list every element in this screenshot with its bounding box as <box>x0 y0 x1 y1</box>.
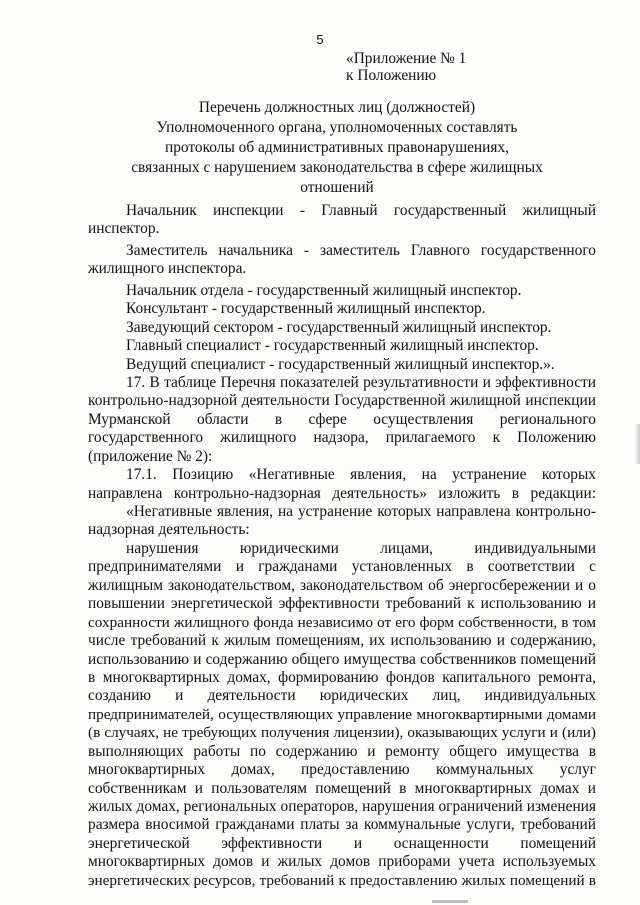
text-line: созданию и деятельности юридических лиц, индивидуальных <box>88 687 596 705</box>
text-line: «Негативные явления, на устранение которых направлена контрольно- <box>126 503 596 520</box>
text-line: собственникам и пользователям помещений в многоквартирных домах и <box>88 779 596 797</box>
text-line: государственного жилищного надзора, прилагаемого к Положению <box>88 429 596 447</box>
text-line: (приложение № 2): <box>88 447 213 465</box>
title-line: связанных с нарушением законодательства в сфере жилищных <box>131 159 543 176</box>
text-line: Мурманской области в сфере осуществления регионального <box>88 410 596 428</box>
scan-bottom-mark <box>432 900 468 903</box>
text-line: использованию и содержанию общего имущества собственников помещений <box>88 650 596 668</box>
scan-edge-mark <box>635 424 640 464</box>
text-line: выполняющих работы по содержанию и ремонту общего имущества в <box>88 742 596 760</box>
text-line: Ведущий специалист - государственный жилищный инспектор.». <box>126 355 555 373</box>
text-line: 17.1. Позицию «Негативные явления, на устранение которых <box>126 466 596 484</box>
text-line: надзорная деятельность: <box>88 521 250 539</box>
title-line: Уполномоченного органа, уполномоченных составлять <box>156 119 518 136</box>
text-line: Начальник отдела - государственный жилищный инспектор. <box>126 281 522 299</box>
text-line: контрольно-надзорной деятельности Государственной жилищной инспекции <box>88 392 596 410</box>
document-title <box>88 98 586 198</box>
title-line: отношений <box>300 179 374 196</box>
text-line: Начальник инспекции - Главный государственный жилищный <box>126 202 596 219</box>
text-line: предпринимателей, осуществляющих управление многоквартирными домами <box>88 705 596 723</box>
appendix-line: «Приложение № 1 <box>346 50 467 67</box>
text-line: многоквартирных домов и жилых домов приборами учета используемых <box>88 853 596 871</box>
text-line: жилых домах, региональных операторов, нарушения ограничений изменения <box>88 798 596 815</box>
text-line: Консультант - государственный жилищный инспектор. <box>126 300 486 318</box>
document-body <box>88 202 596 890</box>
text-line: нарушения юридическими лицами, индивидуальными <box>126 539 596 557</box>
text-line: в многоквартирных домах, формированию фондов капитального ремонта, <box>88 668 596 686</box>
title-line: Перечень должностных лиц (должностей) <box>198 99 476 116</box>
text-line: Главный специалист - государственный жилищный инспектор. <box>126 337 539 355</box>
text-line: сохранности жилищного фонда независимо от его форм собственности, в том <box>88 613 596 631</box>
text-line: числе требований к жилым помещениям, их использованию и содержанию, <box>88 632 596 650</box>
appendix-line: к Положению <box>346 67 437 84</box>
page-number: 5 <box>316 32 324 47</box>
text-line: (в случаях, не требующих получения лицензии), оказывающих услуги и (или) <box>88 724 596 742</box>
text-line: жилищного инспектора. <box>88 260 247 278</box>
text-line: Заместитель начальника - заместитель Главного государственного <box>126 241 596 259</box>
text-line: энергетических ресурсов, требований к предоставлению жилых помещений в <box>88 871 596 889</box>
text-line: предпринимателями и гражданами установленных в соответствии с <box>88 558 596 576</box>
text-line: 17. В таблице Перечня показателей результативности и эффективности <box>126 373 596 391</box>
text-line: многоквартирных домах, предоставлению коммунальных услуг <box>88 761 596 779</box>
text-line: направлена контрольно-надзорная деятельность» изложить в редакции: <box>88 484 596 502</box>
text-line: инспектор. <box>88 220 160 238</box>
title-line: протоколы об административных правонарушениях, <box>164 139 510 156</box>
text-line: размера вносимой гражданами платы за коммунальные услуги, требований <box>88 816 596 834</box>
text-line: энергетической эффективности и оснащенности помещений <box>88 834 596 852</box>
text-line: жилищным законодательством, законодательством об энергосбережении и о <box>88 576 596 594</box>
appendix-header <box>346 50 466 84</box>
text-line: повышении энергетической эффективности требований к использованию и <box>88 595 596 613</box>
text-line: Заведующий сектором - государственный жилищный инспектор. <box>126 318 552 336</box>
